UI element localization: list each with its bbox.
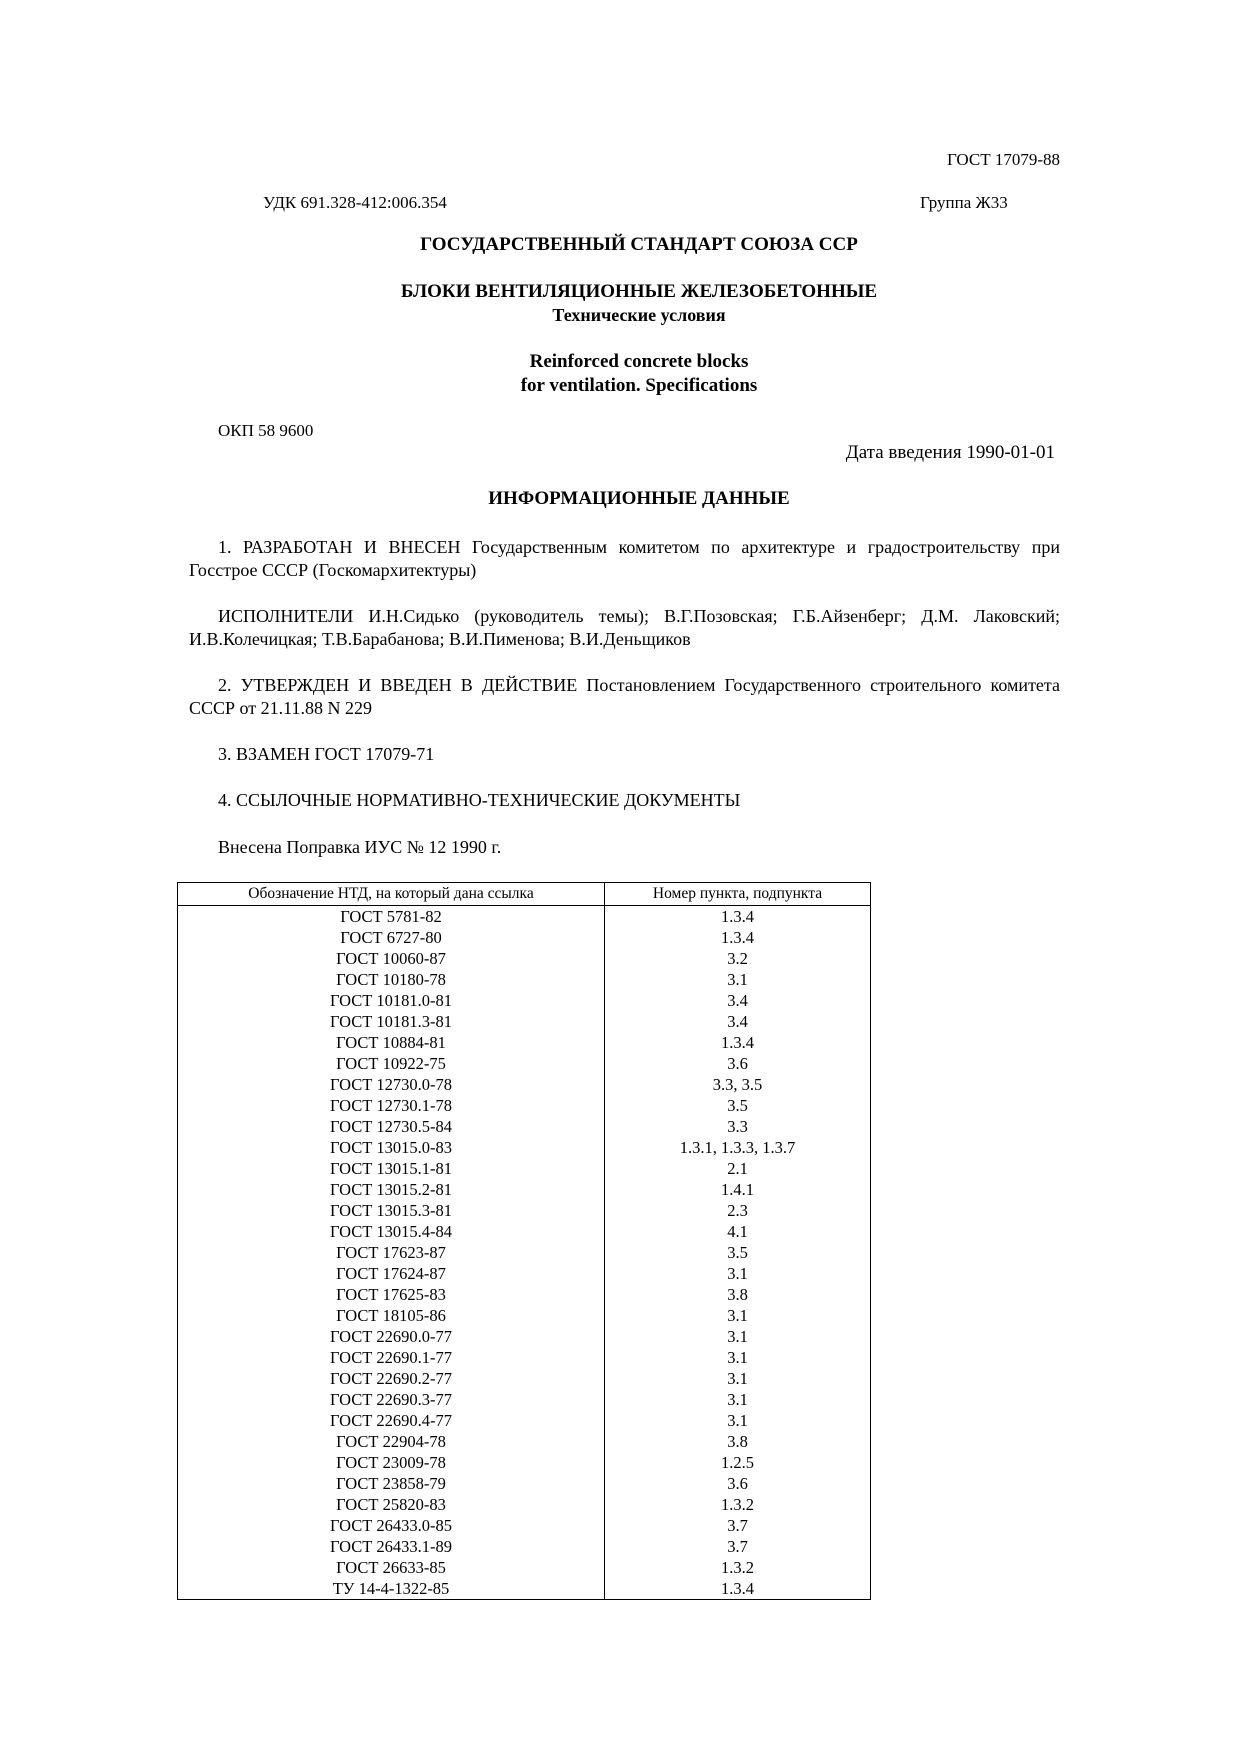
document-cell: ГОСТ 26433.1-89 [178, 1536, 605, 1557]
clause-cell: 3.8 [605, 1284, 871, 1305]
table-row [178, 1368, 871, 1389]
clause-cell: 3.5 [605, 1095, 871, 1116]
table-row [178, 1578, 871, 1600]
document-cell: ГОСТ 10060-87 [178, 948, 605, 969]
clause-cell: 1.3.2 [605, 1494, 871, 1515]
table-row [178, 1074, 871, 1095]
clause-cell: 1.3.4 [605, 927, 871, 948]
document-cell: ГОСТ 17625-83 [178, 1284, 605, 1305]
clause-cell: 3.1 [605, 1410, 871, 1431]
table-row [178, 1200, 871, 1221]
table-row [178, 990, 871, 1011]
document-cell: ГОСТ 13015.1-81 [178, 1158, 605, 1179]
paragraph-references: 4. ССЫЛОЧНЫЕ НОРМАТИВНО-ТЕХНИЧЕСКИЕ ДОКУМЕНТЫ [218, 790, 741, 810]
document-cell: ГОСТ 10181.3-81 [178, 1011, 605, 1032]
document-cell: ГОСТ 17624-87 [178, 1263, 605, 1284]
references-table [177, 882, 871, 1600]
clause-cell: 1.3.1, 1.3.3, 1.3.7 [605, 1137, 871, 1158]
document-cell: ГОСТ 13015.4-84 [178, 1221, 605, 1242]
clause-cell: 3.3, 3.5 [605, 1074, 871, 1095]
document-cell: ГОСТ 13015.0-83 [178, 1137, 605, 1158]
document-cell: ГОСТ 26433.0-85 [178, 1515, 605, 1536]
table-row [178, 1053, 871, 1074]
document-cell: ГОСТ 23858-79 [178, 1473, 605, 1494]
paragraph-amendment: Внесена Поправка ИУС № 12 1990 г. [218, 837, 502, 857]
clause-cell: 3.4 [605, 990, 871, 1011]
table-row [178, 1242, 871, 1263]
document-cell: ГОСТ 13015.3-81 [178, 1200, 605, 1221]
table-row [178, 1011, 871, 1032]
clause-cell: 1.2.5 [605, 1452, 871, 1473]
clause-cell: 3.5 [605, 1242, 871, 1263]
udk-code: УДК 691.328-412:006.354 [263, 193, 447, 212]
column-header-clause: Номер пункта, подпункта [605, 883, 871, 906]
table-row [178, 927, 871, 948]
document-cell: ГОСТ 12730.5-84 [178, 1116, 605, 1137]
table-row [178, 1389, 871, 1410]
table-row [178, 1179, 871, 1200]
paragraph-replaces: 3. ВЗАМЕН ГОСТ 17079-71 [218, 744, 435, 764]
paragraph-executors: ИСПОЛНИТЕЛИ И.Н.Сидько (руководитель темы); В.Г.Позовская; Г.Б.Айзенберг; Д.М. Лаковский; И.В.Колечицкая; Т.В.Барабанова; В.И.Пименова; В.И.Деньщиков [189, 606, 1060, 649]
table-row [178, 1284, 871, 1305]
clause-cell: 1.3.4 [605, 1032, 871, 1053]
clause-cell: 3.7 [605, 1536, 871, 1557]
clause-cell: 3.1 [605, 1305, 871, 1326]
okp-code: ОКП 58 9600 [218, 421, 314, 440]
document-title: БЛОКИ ВЕНТИЛЯЦИОННЫЕ ЖЕЛЕЗОБЕТОННЫЕ [400, 281, 878, 302]
table-row [178, 1263, 871, 1284]
clause-cell: 3.6 [605, 1053, 871, 1074]
document-cell: ГОСТ 10922-75 [178, 1053, 605, 1074]
document-cell: ГОСТ 10181.0-81 [178, 990, 605, 1011]
english-title-line1: Reinforced concrete blocks [529, 351, 749, 372]
document-cell: ГОСТ 22690.3-77 [178, 1389, 605, 1410]
clause-cell: 3.1 [605, 969, 871, 990]
table-row [178, 1536, 871, 1557]
clause-cell: 3.6 [605, 1473, 871, 1494]
column-header-document: Обозначение НТД, на который дана ссылка [178, 883, 605, 906]
document-cell: ГОСТ 6727-80 [178, 927, 605, 948]
table-row [178, 1473, 871, 1494]
table-row [178, 1557, 871, 1578]
document-cell: ГОСТ 12730.1-78 [178, 1095, 605, 1116]
paragraph-developed: 1. РАЗРАБОТАН И ВНЕСЕН Государственным комитетом по архитектуре и градостроительству при Госстрое СССР (Госкомархитектуры) [189, 537, 1060, 580]
document-cell: ГОСТ 18105-86 [178, 1305, 605, 1326]
document-cell: ГОСТ 10884-81 [178, 1032, 605, 1053]
document-cell: ГОСТ 5781-82 [178, 906, 605, 928]
table-row [178, 969, 871, 990]
document-cell: ГОСТ 13015.2-81 [178, 1179, 605, 1200]
clause-cell: 1.3.4 [605, 1578, 871, 1600]
document-cell: ТУ 14-4-1322-85 [178, 1578, 605, 1600]
clause-cell: 1.3.2 [605, 1557, 871, 1578]
clause-cell: 3.3 [605, 1116, 871, 1137]
document-cell: ГОСТ 22690.2-77 [178, 1368, 605, 1389]
clause-cell: 3.7 [605, 1515, 871, 1536]
paragraph-approved: 2. УТВЕРЖДЕН И ВВЕДЕН В ДЕЙСТВИЕ Постановлением Государственного строительного комитета СССР от 21.11.88 N 229 [189, 675, 1060, 718]
clause-cell: 3.1 [605, 1368, 871, 1389]
english-title-line2: for ventilation. Specifications [520, 375, 758, 396]
clause-cell: 1.4.1 [605, 1179, 871, 1200]
clause-cell: 3.1 [605, 1263, 871, 1284]
document-cell: ГОСТ 25820-83 [178, 1494, 605, 1515]
clause-cell: 1.3.4 [605, 906, 871, 928]
table-row [178, 1326, 871, 1347]
table-row [178, 1095, 871, 1116]
table-row [178, 1431, 871, 1452]
document-cell: ГОСТ 23009-78 [178, 1452, 605, 1473]
document-cell: ГОСТ 22690.0-77 [178, 1326, 605, 1347]
clause-cell: 4.1 [605, 1221, 871, 1242]
table-row [178, 1347, 871, 1368]
doc-number: ГОСТ 17079-88 [946, 150, 1060, 169]
clause-cell: 3.1 [605, 1326, 871, 1347]
document-cell: ГОСТ 22690.1-77 [178, 1347, 605, 1368]
clause-cell: 2.1 [605, 1158, 871, 1179]
clause-cell: 3.8 [605, 1431, 871, 1452]
table-row [178, 1116, 871, 1137]
info-heading: ИНФОРМАЦИОННЫЕ ДАННЫЕ [488, 488, 790, 509]
table-row [178, 1032, 871, 1053]
clause-cell: 3.1 [605, 1347, 871, 1368]
table-row [178, 948, 871, 969]
table-row [178, 1515, 871, 1536]
table-row [178, 1137, 871, 1158]
document-cell: ГОСТ 10180-78 [178, 969, 605, 990]
document-cell: ГОСТ 12730.0-78 [178, 1074, 605, 1095]
clause-cell: 2.3 [605, 1200, 871, 1221]
document-cell: ГОСТ 17623-87 [178, 1242, 605, 1263]
standard-title: ГОСУДАРСТВЕННЫЙ СТАНДАРТ СОЮЗА ССР [420, 234, 858, 255]
document-cell: ГОСТ 22904-78 [178, 1431, 605, 1452]
clause-cell: 3.4 [605, 1011, 871, 1032]
clause-cell: 3.2 [605, 948, 871, 969]
table-header-row [178, 883, 871, 906]
table-row [178, 1221, 871, 1242]
table-row [178, 1452, 871, 1473]
group-code: Группа Ж33 [920, 193, 1008, 212]
effective-date: Дата введения 1990-01-01 [845, 442, 1055, 463]
table-row [178, 1494, 871, 1515]
document-subtitle: Технические условия [552, 305, 726, 325]
document-cell: ГОСТ 26633-85 [178, 1557, 605, 1578]
clause-cell: 3.1 [605, 1389, 871, 1410]
table-row [178, 906, 871, 928]
document-cell: ГОСТ 22690.4-77 [178, 1410, 605, 1431]
table-row [178, 1158, 871, 1179]
table-row [178, 1305, 871, 1326]
table-row [178, 1410, 871, 1431]
